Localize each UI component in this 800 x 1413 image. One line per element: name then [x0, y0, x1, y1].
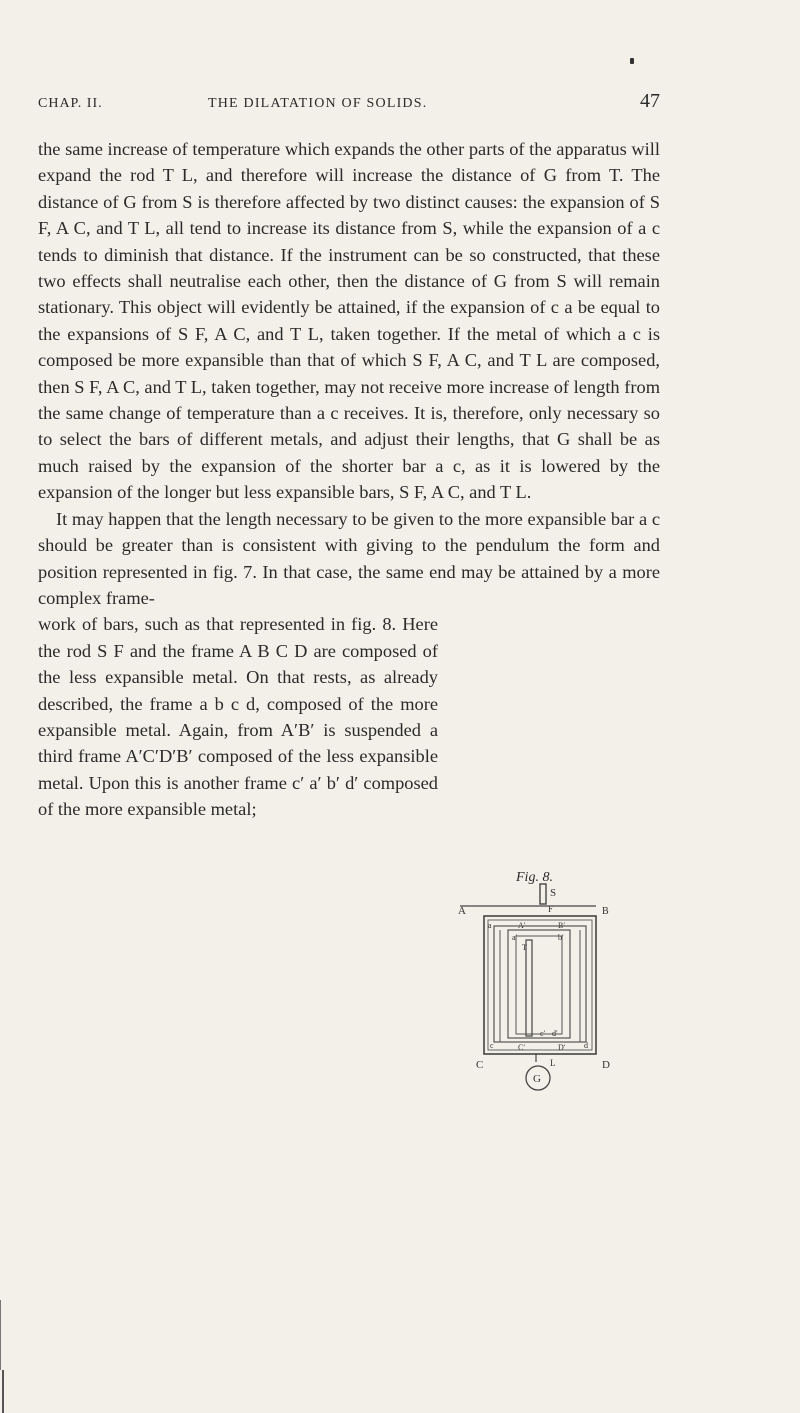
- rod-tl: [526, 940, 532, 1036]
- scan-edge-line-bottom: [2, 1370, 4, 1413]
- paragraph-1: the same increase of temperature which expands the other parts of the apparatus will expand the rod T L, and therefore will increase the distance of G from T. The distance of G from S is therefore affected by two distinct causes: the expansion of S F, A C, and T L, all tend to increase its distance from S, while the expansion of a c tends to diminish that distance. If the instrument can be so constructed, that these two effects shall neutralise each other, then the distance of G from S will remain stationary. This object will evidently be attained, if the expansion of c a be equal to the expansions of S F, A C, and T L, taken together. If the metal of which a c is composed be more expansible than that of which S F, A C, and T L are composed, then S F, A C, and T L, taken together, may not receive more increase of length from the same change of temperature than a c receives. It is, therefore, only necessary so to select the bars of different metals, and adjust their lengths, that G shall be as much raised by the expansion of the shorter bar a c, as it is lowered by the expansion of the longer but less expansible bars, S F, A C, and T L.: [38, 139, 660, 503]
- figure-caption: Fig. 8.: [516, 870, 553, 885]
- label-c-upper: C: [476, 1059, 484, 1071]
- label-a1-small: a′: [512, 933, 518, 942]
- label-d-upper: D: [602, 1059, 610, 1071]
- label-d1-small: d′: [552, 1029, 558, 1038]
- figure-8: [458, 870, 680, 1085]
- body-text: [38, 136, 660, 823]
- label-l: L: [550, 1058, 556, 1068]
- pendulum-frame-diagram: [460, 870, 680, 1070]
- paragraph-3: work of bars, such as that represented in fig. 8. Here the rod S F and the frame A B C D are composed of the less expansible metal. On that rests, as already described, the frame a b c d, composed of the more expansible metal. Again, from A′B′ is suspended a third frame A′C′D′B′ composed of the less expansible metal. Upon this is another frame c′ a′ b′ d′ composed of the more expansible metal;: [38, 614, 438, 820]
- label-c-prime-bottom: C′: [518, 1043, 526, 1052]
- ink-mark: [630, 58, 634, 64]
- label-d: d: [584, 1041, 588, 1050]
- label-b1-small: b′: [558, 933, 564, 942]
- label-d-prime-bottom: D′: [558, 1043, 566, 1052]
- label-c: c: [490, 1041, 494, 1050]
- page-header: [38, 90, 660, 120]
- label-a-prime-top: A′: [518, 921, 526, 930]
- label-c1-small: c′: [540, 1029, 546, 1038]
- label-t: T: [522, 943, 527, 952]
- page-number: 47: [640, 90, 660, 112]
- scan-edge-line: [0, 1300, 1, 1370]
- rod-sf: [540, 884, 546, 904]
- label-s: S: [550, 887, 557, 899]
- label-f: F: [548, 904, 554, 914]
- label-a: a: [488, 921, 492, 930]
- label-g: G: [533, 1073, 541, 1085]
- label-b-upper: B: [602, 906, 609, 917]
- chapter-label: CHAP. II.: [38, 96, 103, 111]
- frame-a1c1d1b1: [508, 930, 570, 1038]
- label-a-upper: A: [458, 905, 466, 917]
- label-b-prime-top: B′: [558, 921, 566, 930]
- running-title: THE DILATATION OF SOLIDS.: [208, 96, 428, 111]
- pendulum-bob: [520, 1062, 560, 1102]
- paragraph-2: It may happen that the length necessary to be given to the more expansible bar a c should be greater than is consistent with giving to the pendulum the form and position represented in fig. 7. In that case, the same end may be attained by a more complex frame-: [38, 508, 660, 608]
